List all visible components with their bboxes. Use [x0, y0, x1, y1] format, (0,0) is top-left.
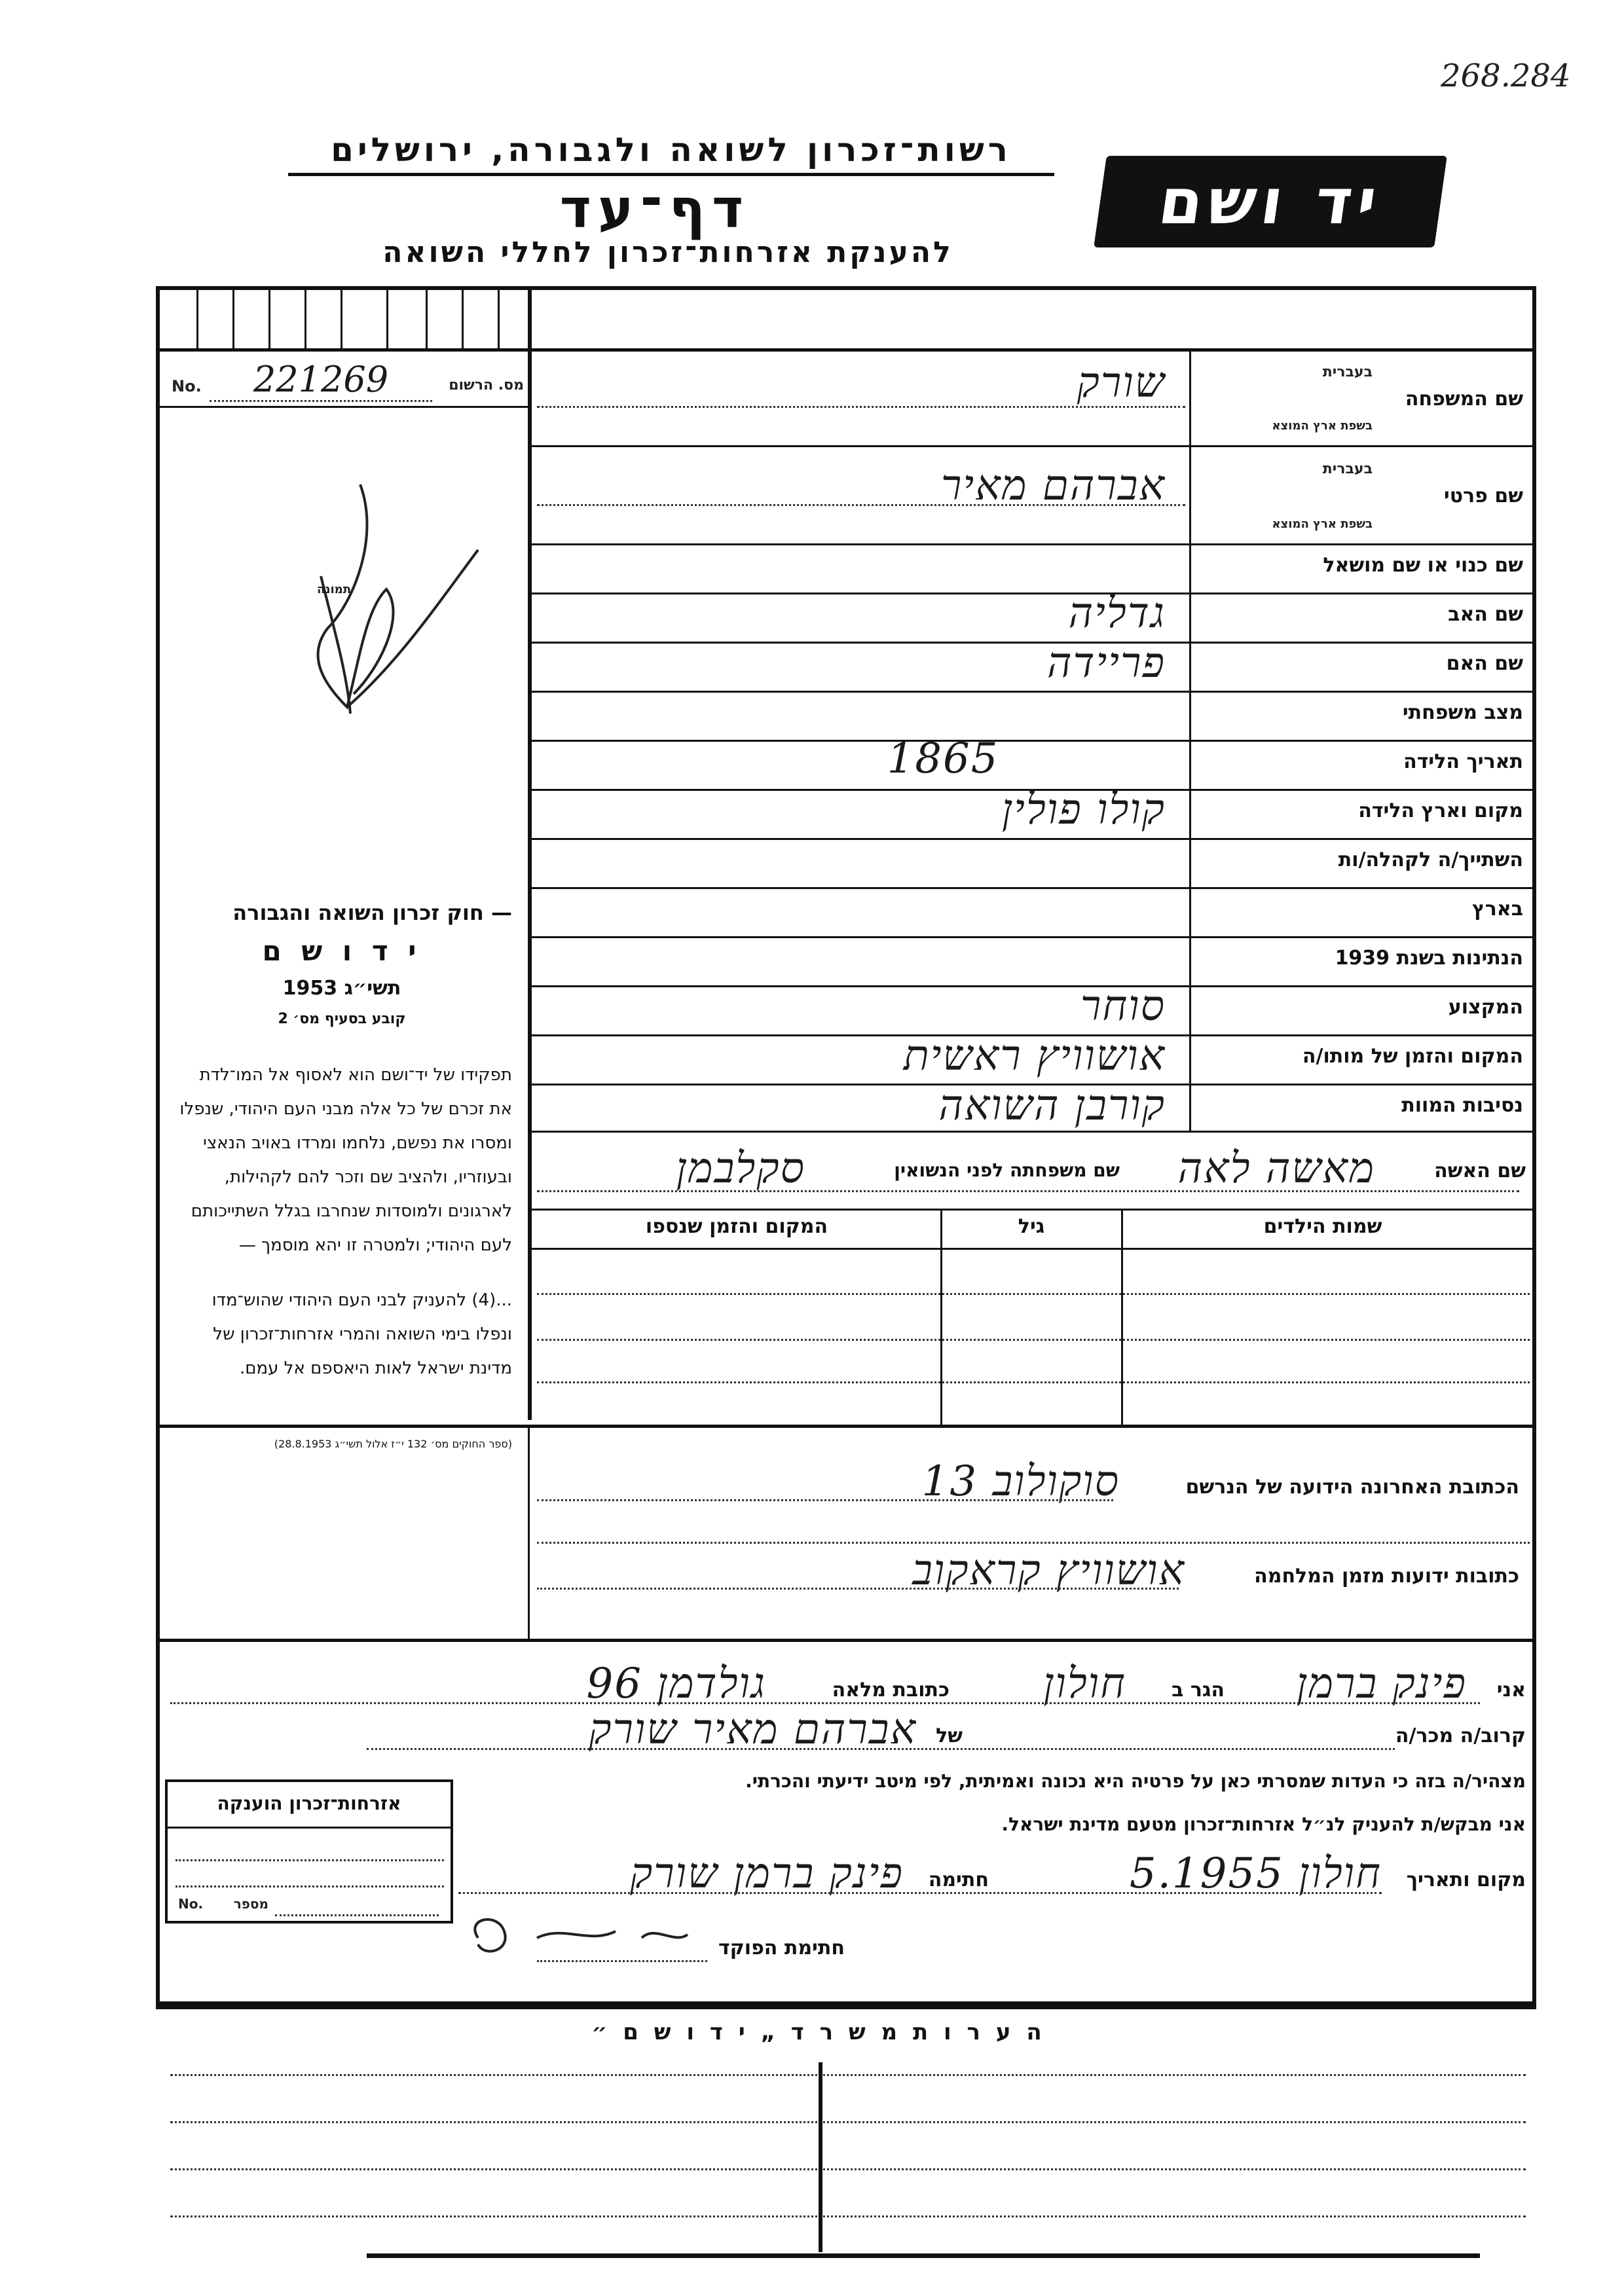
declarant-relative-label: קרוב/ה מכר/ה [1395, 1724, 1526, 1747]
last-address-label: הכתובת האחרונה הידועה של הנרשם [1185, 1476, 1519, 1499]
field-value-death-circumstances: קורבן השואה [938, 1082, 1166, 1130]
field-label-marital-status: מצב משפחתי [1402, 701, 1523, 724]
office-notes-title: ה ע ר ו ת מ ש ר ד „ י ד ו ש ם ״ [591, 2019, 1046, 2045]
field-label-nickname: שם כנוי או שם מושאל [1323, 554, 1523, 577]
officer-signature [458, 1899, 707, 1964]
last-address-value: סוקולוב 13 [921, 1457, 1120, 1506]
citizenship-number-label: מספר [233, 1896, 268, 1912]
declarant-resides-label: הגר ב [1172, 1679, 1225, 1702]
place-date-value: חולון 5.1955 [1129, 1850, 1382, 1898]
field-value-first-name: אברהם מאיר [940, 462, 1166, 510]
field-sub-family-name-origin: בשפת ארץ המוצא [1272, 419, 1373, 433]
photo-label: תמונה [316, 583, 352, 596]
law-year: תשי״ג 1953 [282, 977, 401, 1000]
field-label-citizenship-1939: הנתינות בשנת 1939 [1335, 947, 1523, 970]
field-label-death-circumstances: נסיבות המוות [1401, 1094, 1523, 1117]
wife-maiden-name: סקלבמן [676, 1144, 805, 1193]
law-text-2: ...(4) להעניק לבני העם היהודי שהוש־מדו ונפלו בימי השואה והמרי אזרחות־זכרון של מדינת ישראל לאות היאספם אל עמם. [212, 1290, 512, 1378]
declarant-address-value: גולדמן 96 [586, 1660, 766, 1708]
yad-vashem-logo [1094, 156, 1447, 247]
form-title: דף־עד [559, 178, 750, 240]
field-label-death-place-time: המקום והזמן של מותו/ה [1302, 1045, 1523, 1068]
declarant-resides-value: חולון [1043, 1660, 1126, 1708]
authority-name: רשות־זכרון לשואה ולגבורה, ירושלים [288, 131, 1054, 176]
field-label-country: בארץ [1471, 898, 1523, 920]
logo-text: יד ושם [1154, 165, 1387, 238]
declaration-statement-1: מצהיר/ה בזה כי העדות שמסרתי כאן על פרטיה היא נכונה ואמיתית, לפי מיטב ידיעתי והכרתי. [745, 1770, 1526, 1792]
field-label-father-name: שם האב [1448, 603, 1523, 626]
signature-label: חתימה [928, 1868, 989, 1891]
field-label-birth-place: מקום וארץ הלידה [1358, 799, 1523, 822]
officer-signature-label: חתימת הפוקד [718, 1937, 845, 1959]
field-value-mother-name: פריידה [1046, 639, 1166, 687]
registration-no-label: No. [172, 377, 202, 395]
field-label-community: השתייך/ה לקהלה/ות [1338, 848, 1523, 871]
field-value-father-name: גדליה [1068, 589, 1166, 638]
law-clause: קובע בסעיף מס׳ 2 [278, 1011, 406, 1027]
children-header-names: שמות הילדים [1263, 1215, 1382, 1238]
field-value-family-name: שורק [1077, 359, 1166, 407]
declarant-i-value: פינק ברמן [1296, 1660, 1467, 1708]
field-label-first-name: שם פרטי [1443, 484, 1523, 507]
field-value-death-place-time: אושוויץ ראשית [903, 1032, 1166, 1080]
law-title: — חוק זכרון השואה והגבורה [232, 900, 512, 925]
registration-label: מס. הרשום [449, 377, 524, 393]
declaration-statement-2: אני מבקש/ת להעניק לנ״ל אזרחות־זכרון מטעם מדינת ישראל. [1001, 1813, 1526, 1835]
field-value-birth-place: קולו פולין [1001, 786, 1166, 834]
signature-scribble [282, 458, 491, 733]
registration-number: 221269 [210, 359, 432, 402]
declarant-address-label: כתובת מלאה [832, 1679, 950, 1702]
war-address-label: כתובות ידועות מזמן המלחמה [1254, 1565, 1519, 1588]
law-citation: (ספר החוקים מס׳ 132 י״ז אלול תשי״ג 28.8.1953) [274, 1438, 512, 1450]
field-sub-first-name-origin: בשפת ארץ המוצא [1272, 517, 1373, 531]
declarant-i-label: אני [1496, 1679, 1526, 1702]
wife-maiden-label: שם משפחתה לפני הנשואין [894, 1159, 1120, 1181]
reference-number: 268.284 [1441, 58, 1571, 94]
declarant-of-value: אברהם מאיר שורק [589, 1705, 917, 1754]
field-label-family-name: שם המשפחה [1405, 388, 1523, 410]
children-header-age: גיל [1018, 1215, 1045, 1238]
declarant-of-label: של [936, 1724, 963, 1747]
wife-label: שם האשה [1434, 1159, 1526, 1182]
law-name: י ד ו ש ם [262, 935, 422, 967]
field-sub-family-name-hebrew: בעברית [1322, 364, 1373, 380]
field-label-profession: המקצוע [1448, 996, 1523, 1019]
field-value-birth-date: 1865 [887, 735, 999, 783]
children-header-place-time: המקום והזמן שנספו [645, 1215, 828, 1238]
field-label-birth-date: תאריך הלידה [1403, 750, 1523, 773]
field-label-mother-name: שם האם [1446, 652, 1523, 675]
citizenship-box-title: אזרחות־זכרון הוענקה [217, 1793, 401, 1814]
war-address-value: אושוויץ קראקוב [912, 1546, 1185, 1595]
form-subtitle: להענקת אזרחות־זכרון לחללי השואה [382, 236, 953, 269]
citizenship-no-label: No. [178, 1896, 204, 1912]
law-text-1: תפקידו של יד־ושם הוא לאסוף אל המו־לדת את זכרם של כל אלה מבני העם היהודי, שנפלו ומסרו את נפשם, נלחמו ומרדו באויב הנאצי ובעוזריו, ולהציב שם וזכר להם לקהילות, לארגונים ולמוסדות שנחרבו בגלל השתייכותם לעם היהודי; ולמטרה זו יהא מוסמך — [179, 1065, 512, 1255]
wife-name: מאשה לאה [1177, 1144, 1375, 1193]
field-sub-first-name-hebrew: בעברית [1322, 461, 1373, 477]
field-value-profession: סוחר [1080, 982, 1166, 1030]
place-date-label: מקום ותאריך [1406, 1868, 1526, 1891]
signature-value: פינק ברמן שורק [630, 1850, 904, 1898]
